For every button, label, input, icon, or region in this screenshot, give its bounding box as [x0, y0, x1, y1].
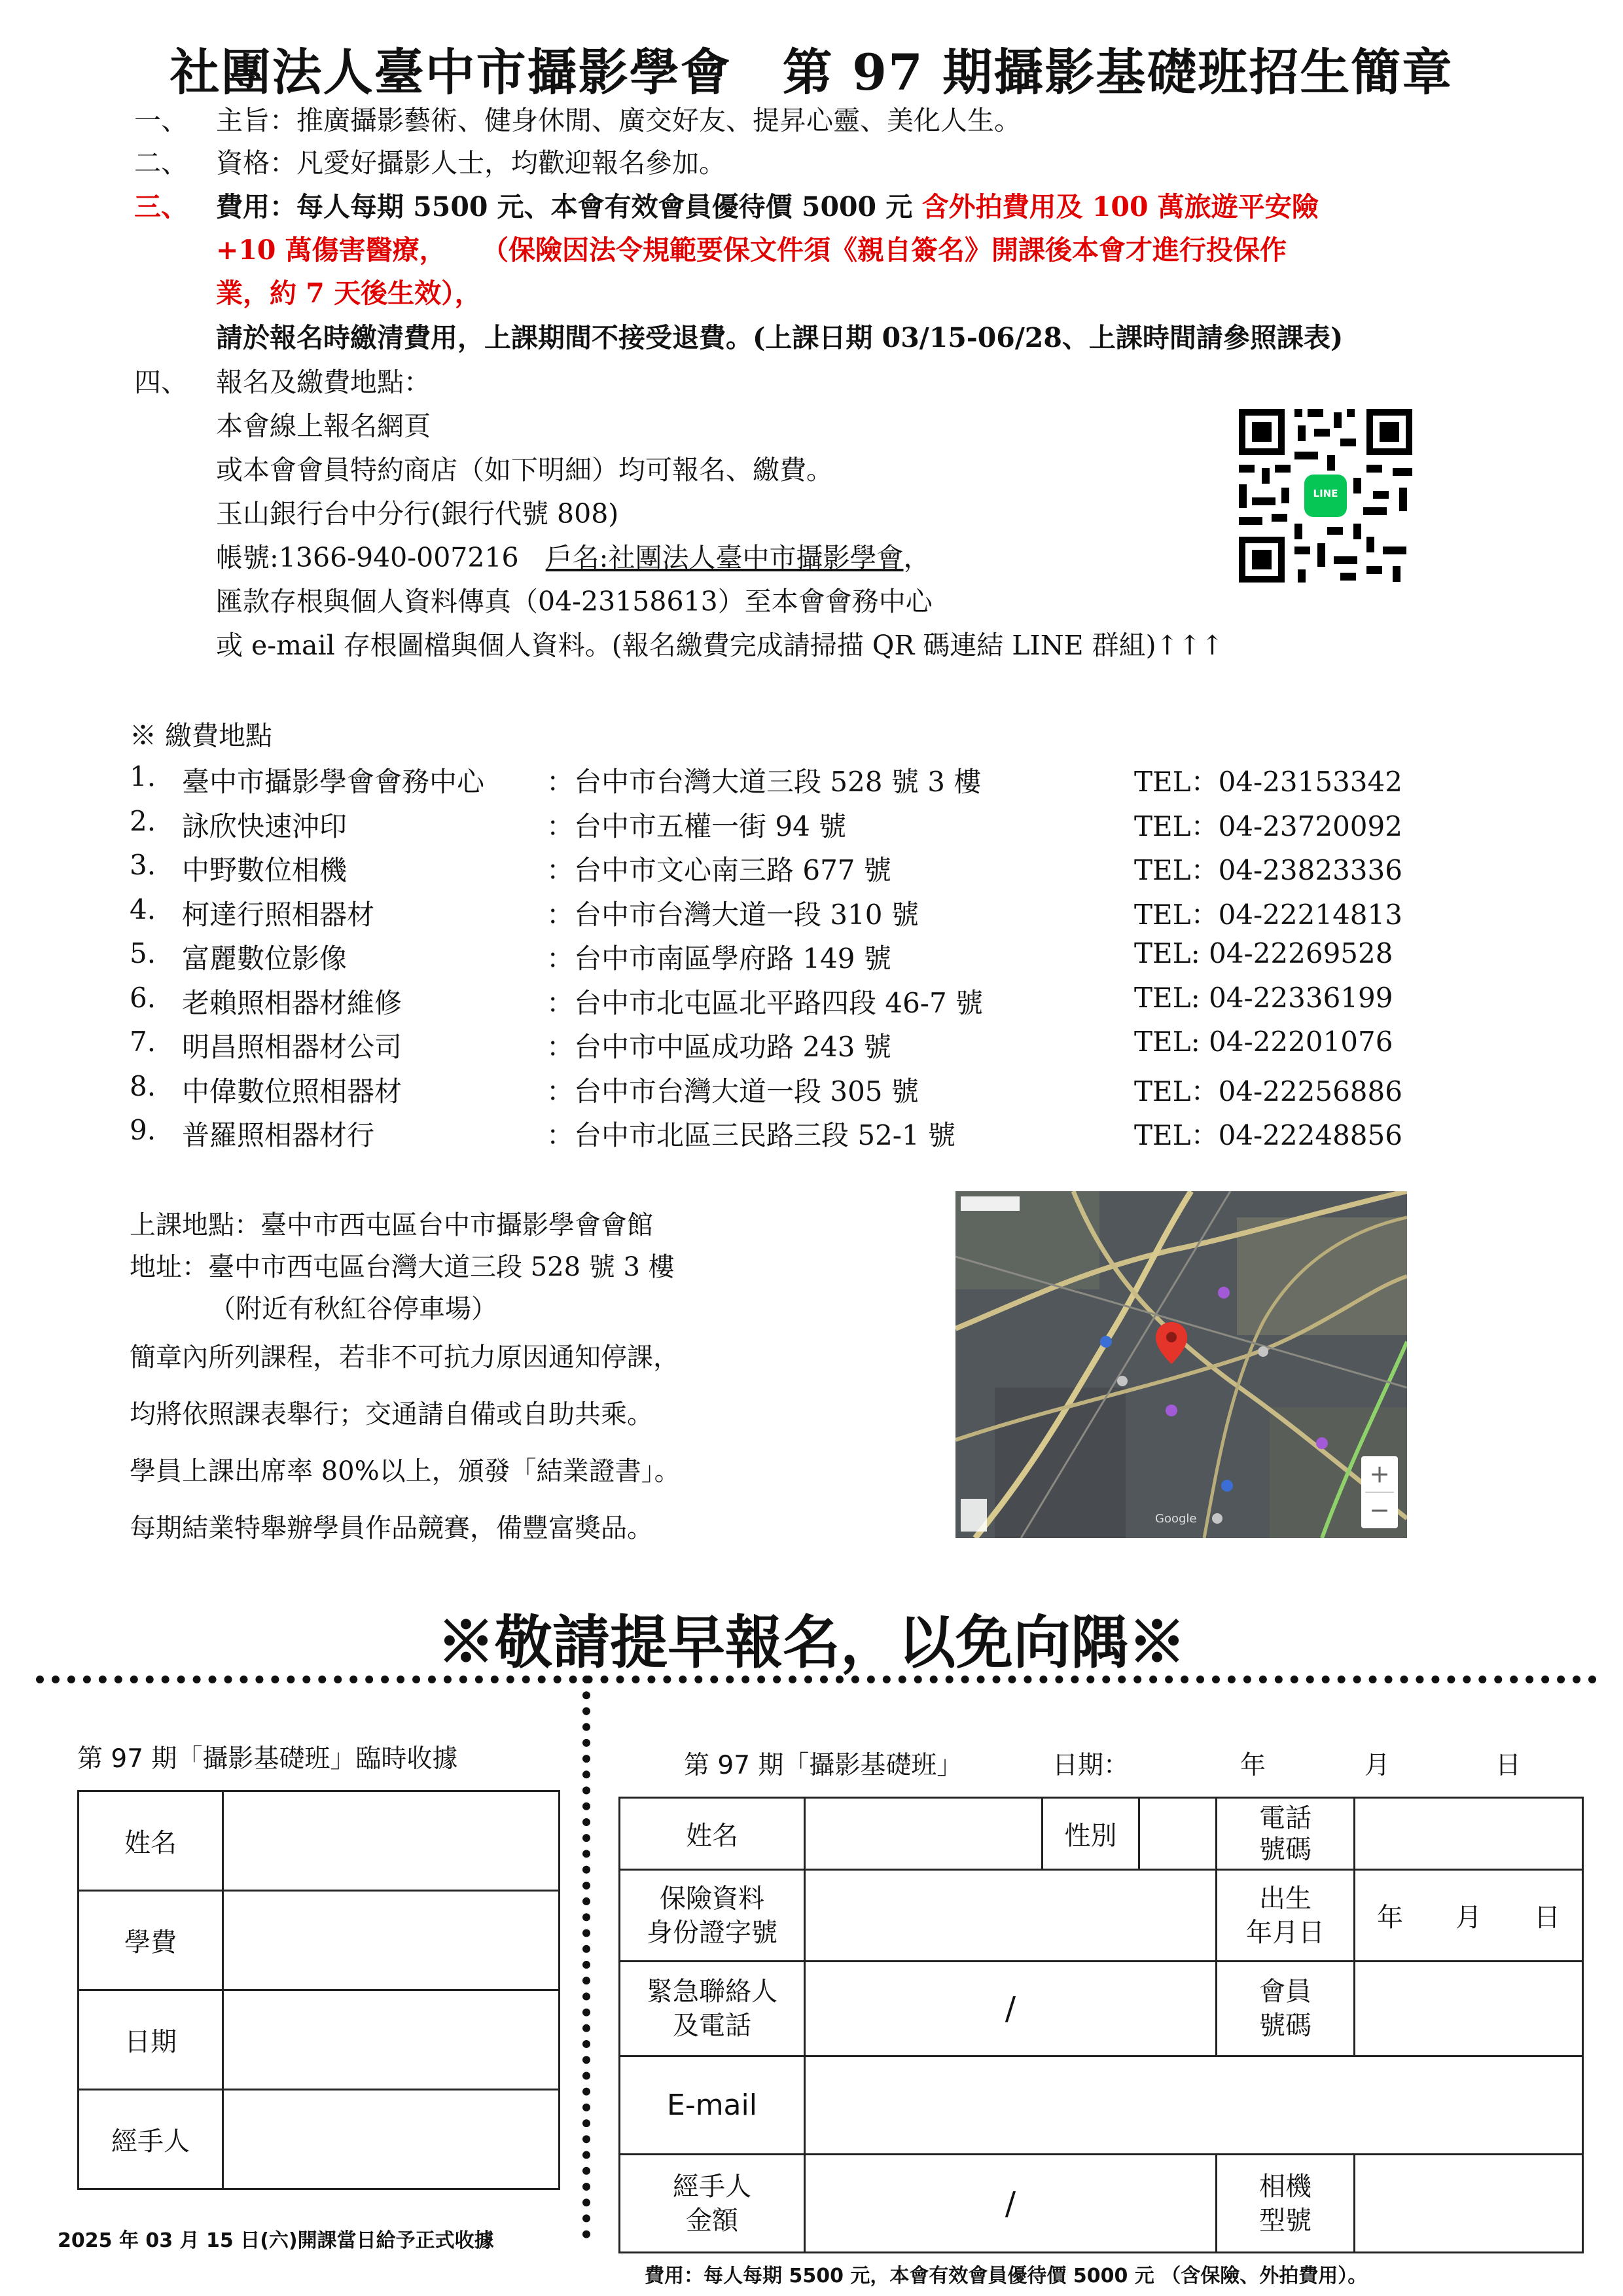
page-title: 社團法人臺中市攝影學會 第 97 期攝影基礎班招生簡章 [169, 43, 1454, 101]
location-name: 老賴照相器材維修 [182, 987, 402, 1019]
form-field-name[interactable] [805, 1798, 1043, 1870]
form-field-birth[interactable]: 年 月 日 [1355, 1870, 1583, 1962]
form-date-month: 月 [1364, 1751, 1391, 1780]
competition-note: 每期結業特舉辦學員作品競賽，備豐富獎品。 [130, 1513, 653, 1543]
location-address: ：台中市文心南三路 677 號 [546, 854, 891, 886]
email-instruction: 或 e-mail 存根圖檔與個人資料。(報名繳費完成請掃描 QR 碼連結 LINE 群組)↑↑↑ [216, 630, 1224, 661]
receipt-value-handler[interactable] [223, 2090, 560, 2189]
form-field-phone[interactable] [1355, 1798, 1583, 1870]
receipt-footer: 2025 年 03 月 15 日(六)開課當日給予正式收據 [58, 2229, 494, 2252]
section-1-number: 一、 [134, 105, 188, 136]
location-address: ：台中市北區三民路三段 52-1 號 [546, 1119, 956, 1151]
location-phone: TEL: 04-22269528 [1134, 937, 1393, 969]
location-address: ：台中市南區學府路 149 號 [546, 942, 891, 975]
location-number: 6. [130, 982, 156, 1014]
account-name: 戶名:社團法人臺中市攝影學會 [545, 542, 904, 573]
section-3-number: 三、 [134, 191, 188, 223]
form-field-id-number[interactable] [805, 1870, 1217, 1962]
location-phone: TEL：04-23720092 [1134, 810, 1402, 842]
location-phone: TEL：04-22248856 [1134, 1119, 1402, 1151]
cut-line-vertical [582, 1676, 590, 2238]
receipt-label-date: 日期 [79, 1990, 223, 2090]
form-label-camera: 相機 型號 [1217, 2155, 1355, 2253]
form-field-handler[interactable]: / [805, 2155, 1217, 2253]
location-name: 明昌照相器材公司 [182, 1031, 402, 1063]
section-2-text: 資格：凡愛好攝影人士，均歡迎報名參加。 [216, 147, 726, 179]
location-address: ：台中市台灣大道一段 305 號 [546, 1075, 919, 1107]
form-label-emergency: 緊急聯絡人 及電話 [620, 1962, 805, 2056]
map-brand: Google [1155, 1512, 1197, 1526]
form-date-day: 日 [1495, 1751, 1522, 1780]
receipt-value-fee[interactable] [223, 1891, 560, 1990]
form-date-label: 日期： [1052, 1751, 1130, 1780]
fee-text: 費用：每人每期 5500 元、本會有效會員優待價 5000 元 [216, 191, 913, 223]
registration-slogan: ※敬請提早報名，以免向隅※ [437, 1608, 1186, 1676]
receipt-table [77, 1790, 560, 2190]
registration-form-table [618, 1797, 1584, 2253]
bank-info: 玉山銀行台中分行(銀行代號 808) [216, 498, 619, 529]
location-number: 2. [130, 805, 156, 837]
location-number: 9. [130, 1114, 156, 1146]
location-phone: TEL: 04-22336199 [1134, 982, 1393, 1014]
location-number: 4. [130, 893, 156, 925]
form-label-member: 會員 號碼 [1217, 1962, 1355, 2056]
partner-stores-note: 或本會會員特約商店（如下明細）均可報名、繳費。 [216, 454, 833, 486]
fee-insurance-note: 含外拍費用及 100 萬旅遊平安險 [921, 191, 1319, 223]
venue-location: 上課地點：臺中市西屯區台中市攝影學會會館 [130, 1210, 653, 1240]
certificate-note: 學員上課出席率 80%以上，頒發「結業證書」。 [130, 1456, 681, 1486]
location-name: 富麗數位影像 [182, 942, 348, 975]
form-label-email: E-mail [620, 2056, 805, 2155]
location-address: ：台中市台灣大道一段 310 號 [546, 899, 919, 931]
fee-signature-note: （保險因法令規範要保文件須《親自簽名》開課後本會才進行投保作 [481, 234, 1287, 266]
form-field-email[interactable] [805, 2056, 1583, 2155]
location-phone: TEL: 04-22201076 [1134, 1026, 1393, 1058]
receipt-title: 第 97 期「攝影基礎班」臨時收據 [77, 1744, 458, 1774]
form-footer: 費用：每人每期 5500 元，本會有效會員優待價 5000 元 （含保險、外拍費用）。 [645, 2265, 1368, 2287]
fee-payment-note: 請於報名時繳清費用，上課期間不接受退費。(上課日期 03/15-06/28、上課時間請參照課表) [216, 322, 1344, 353]
online-registration: 本會線上報名網頁 [216, 410, 431, 442]
receipt-label-handler: 經手人 [79, 2090, 223, 2189]
location-phone: TEL：04-22256886 [1134, 1075, 1402, 1107]
form-field-member[interactable] [1355, 1962, 1583, 2056]
form-label-insurance: 保險資料 身份證字號 [620, 1870, 805, 1962]
location-number: 8. [130, 1070, 156, 1102]
account-number: 帳號:1366-940-007216 [216, 542, 519, 573]
map-zoom-out-button[interactable]: − [1369, 1496, 1390, 1524]
form-label-handler: 經手人 金額 [620, 2155, 805, 2253]
location-address: ：台中市五權一街 94 號 [546, 810, 847, 842]
location-name: 柯達行照相器材 [182, 899, 375, 931]
qr-code-icon[interactable] [1236, 406, 1416, 586]
form-label-name: 姓名 [620, 1798, 805, 1870]
location-number: 5. [130, 937, 156, 969]
receipt-label-name: 姓名 [79, 1791, 223, 1891]
fax-instruction: 匯款存根與個人資料傳真（04-23158613）至本會會務中心 [216, 586, 933, 617]
location-address: ：台中市北屯區北平路四段 46-7 號 [546, 987, 984, 1019]
location-name: 臺中市攝影學會會務中心 [182, 766, 485, 798]
form-label-birth: 出生 年月日 [1217, 1870, 1355, 1962]
transport-note: 均將依照課表舉行；交通請自備或自助共乘。 [130, 1399, 653, 1429]
section-1-text: 主旨：推廣攝影藝術、健身休閒、廣交好友、提昇心靈、美化人生。 [216, 105, 1021, 136]
section-4-number: 四、 [134, 367, 188, 398]
map-zoom-in-button[interactable]: + [1369, 1460, 1390, 1488]
form-date-year: 年 [1240, 1751, 1266, 1780]
location-number: 3. [130, 849, 156, 881]
form-label-gender: 性別 [1043, 1798, 1139, 1870]
venue-parking-note: （附近有秋紅谷停車場） [209, 1294, 497, 1324]
form-title: 第 97 期「攝影基礎班」 [684, 1751, 963, 1780]
section-2-number: 二、 [134, 147, 188, 179]
account-comma: ， [903, 542, 931, 573]
form-field-gender[interactable] [1139, 1798, 1217, 1870]
form-label-phone: 電話 號碼 [1217, 1798, 1355, 1870]
receipt-value-name[interactable] [223, 1791, 560, 1891]
receipt-label-fee: 學費 [79, 1891, 223, 1990]
location-phone: TEL：04-23153342 [1134, 766, 1402, 798]
location-map[interactable] [955, 1191, 1407, 1538]
payment-heading: ※ 繳費地點 [130, 720, 273, 751]
location-name: 中偉數位照相器材 [182, 1075, 402, 1107]
fee-medical-note: +10 萬傷害醫療， [216, 234, 446, 266]
location-name: 普羅照相器材行 [182, 1119, 375, 1151]
class-cancellation-note: 簡章內所列課程，若非不可抗力原因通知停課， [130, 1342, 679, 1372]
location-name: 中野數位相機 [182, 854, 348, 886]
line-logo-text: LINE [1313, 488, 1338, 499]
receipt-value-date[interactable] [223, 1990, 560, 2090]
location-number: 7. [130, 1026, 156, 1058]
location-address: ：台中市中區成功路 243 號 [546, 1031, 891, 1063]
section-4-heading: 報名及繳費地點： [216, 367, 431, 398]
form-field-camera[interactable] [1355, 2155, 1583, 2253]
cut-line-horizontal [36, 1676, 1597, 1683]
fee-effective-note: 業，約 7 天後生效）， [216, 278, 482, 309]
location-phone: TEL：04-22214813 [1134, 899, 1402, 931]
location-address: ：台中市台灣大道三段 528 號 3 樓 [546, 766, 982, 798]
location-phone: TEL：04-23823336 [1134, 854, 1402, 886]
form-field-emergency[interactable]: / [805, 1962, 1217, 2056]
location-number: 1. [130, 761, 156, 793]
venue-address: 地址：臺中市西屯區台灣大道三段 528 號 3 樓 [130, 1252, 675, 1282]
location-name: 詠欣快速沖印 [182, 810, 348, 842]
